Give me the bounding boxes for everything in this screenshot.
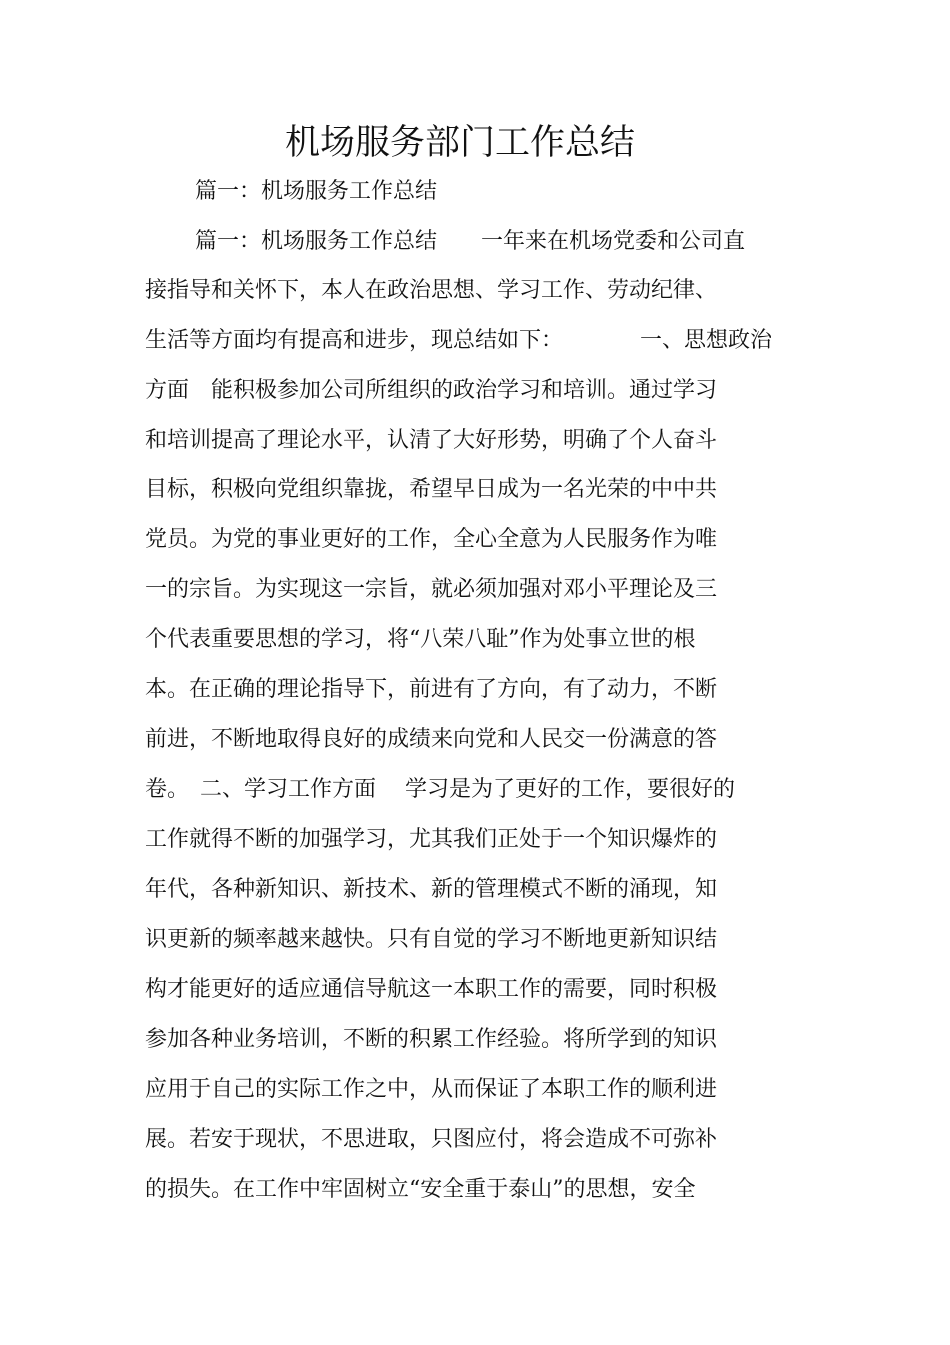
body-line: 展。若安于现状，不思进取，只图应付，将会造成不可弥补 [145,1127,718,1152]
document-title: 机场服务部门工作总结 [284,123,635,163]
body-line: 党员。为党的事业更好的工作，全心全意为人民服务作为唯 [145,527,718,552]
body-line: 的损失。在工作中牢固树立“安全重于泰山”的思想，安全 [145,1177,696,1202]
body-line: 卷。 二、学习工作方面 学习是为了更好的工作，要很好的 [145,777,735,802]
body-line: 和培训提高了理论水平，认清了大好形势，明确了个人奋斗 [145,428,718,453]
body-line: 前进，不断地取得良好的成绩来向党和人民交一份满意的答 [145,727,718,752]
body-line: 方面 能积极参加公司所组织的政治学习和培训。通过学习 [145,378,718,403]
body-line: 应用于自己的实际工作之中，从而保证了本职工作的顺利进 [145,1077,718,1102]
section-heading: 篇一：机场服务工作总结 [195,179,438,204]
body-line: 篇一：机场服务工作总结 一年来在机场党委和公司直 [195,229,746,254]
body-line: 年代，各种新知识、新技术、新的管理模式不断的涌现，知 [145,877,718,902]
body-line: 本。在正确的理论指导下，前进有了方向，有了动力，不断 [145,677,718,702]
body-line: 接指导和关怀下，本人在政治思想、学习工作、劳动纪律、 [145,278,718,303]
body-line: 构才能更好的适应通信导航这一本职工作的需要，同时积极 [145,977,718,1002]
body-line: 识更新的频率越来越快。只有自觉的学习不断地更新知识结 [145,927,718,952]
body-line: 一的宗旨。为实现这一宗旨，就必须加强对邓小平理论及三 [145,577,718,602]
body-line: 工作就得不断的加强学习，尤其我们正处于一个知识爆炸的 [145,827,718,852]
body-line: 参加各种业务培训，不断的积累工作经验。将所学到的知识 [145,1027,718,1052]
body-line: 个代表重要思想的学习，将“八荣八耻”作为处事立世的根 [145,627,696,652]
body-line: 生活等方面均有提高和进步，现总结如下： 一、思想政治 [145,328,773,353]
body-line: 目标，积极向党组织靠拢，希望早日成为一名光荣的中中共 [145,477,718,502]
